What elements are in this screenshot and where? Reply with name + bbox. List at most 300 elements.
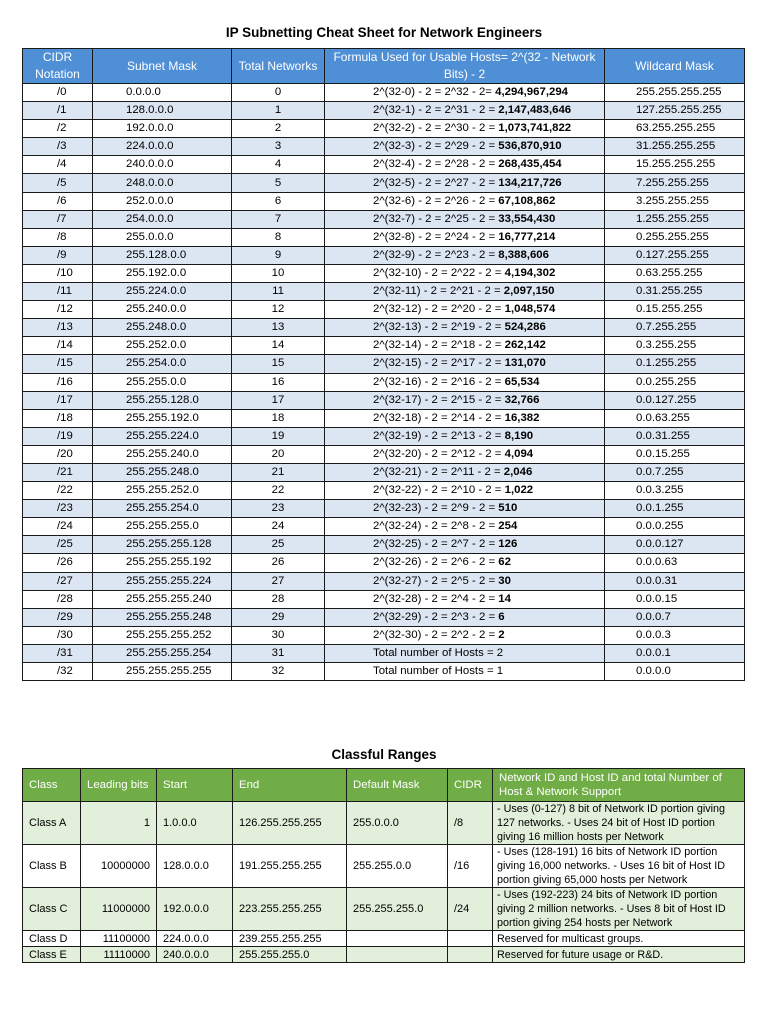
wildcard-mask-cell: 0.0.0.0 (605, 663, 745, 681)
cidr-cell: /9 (23, 246, 93, 264)
total-networks-cell: 27 (232, 572, 325, 590)
usable-hosts-value: 16,777,214 (498, 230, 556, 243)
usable-hosts-value: 16,382 (504, 411, 540, 424)
formula-text: 2^(32-24) - 2 = 2^8 - 2 = (373, 520, 499, 533)
usable-hosts-value: 67,108,862 (498, 194, 556, 207)
header-class: Class (23, 769, 81, 802)
network-host-info-cell: - Uses (192-223) 24 bits of Network ID portion giving 2 million networks. - Uses 8 bit of Host ID portion giving 254 hosts per Network (493, 888, 745, 931)
total-networks-cell: 29 (232, 608, 325, 626)
total-networks-cell: 16 (232, 373, 325, 391)
formula-cell (325, 590, 605, 608)
total-networks-cell: 25 (232, 536, 325, 554)
subnet-mask-cell: 128.0.0.0 (93, 102, 232, 120)
cidr-cell: /24 (23, 518, 93, 536)
subnet-mask-cell: 255.224.0.0 (93, 283, 232, 301)
cidr-cell: /30 (23, 626, 93, 644)
total-networks-cell: 19 (232, 427, 325, 445)
total-networks-cell: 28 (232, 590, 325, 608)
usable-hosts-value: 131,070 (504, 357, 546, 370)
subnet-mask-cell: 240.0.0.0 (93, 156, 232, 174)
default-mask-cell (347, 947, 448, 963)
formula-cell (325, 536, 605, 554)
formula-text: Total number of Hosts = 1 (373, 665, 504, 678)
subnet-row (23, 427, 745, 445)
wildcard-mask-cell: 0.3.255.255 (605, 337, 745, 355)
formula-cell (325, 283, 605, 301)
wildcard-mask-cell: 0.15.255.255 (605, 301, 745, 319)
header-total-networks: Total Networks (232, 49, 325, 84)
wildcard-mask-cell: 0.0.31.255 (605, 427, 745, 445)
formula-text: 2^(32-29) - 2 = 2^3 - 2 = (373, 610, 499, 623)
network-host-info-cell: Reserved for multicast groups. (493, 931, 745, 947)
formula-text: 2^(32-14) - 2 = 2^18 - 2 = (373, 339, 505, 352)
formula-text: 2^(32-0) - 2 = 2^32 - 2= (373, 86, 496, 99)
start-address-cell: 192.0.0.0 (157, 888, 233, 931)
total-networks-cell: 14 (232, 337, 325, 355)
formula-text: 2^(32-7) - 2 = 2^25 - 2 = (373, 212, 499, 225)
formula-cell (325, 138, 605, 156)
subnet-mask-cell: 248.0.0.0 (93, 174, 232, 192)
cidr-cell: /3 (23, 138, 93, 156)
formula-text: 2^(32-26) - 2 = 2^6 - 2 = (373, 556, 499, 569)
subnet-row (23, 319, 745, 337)
total-networks-cell: 3 (232, 138, 325, 156)
classful-row (23, 845, 745, 888)
wildcard-mask-cell: 0.0.0.15 (605, 590, 745, 608)
start-address-cell: 1.0.0.0 (157, 802, 233, 845)
subnet-row (23, 102, 745, 120)
start-address-cell: 224.0.0.0 (157, 931, 233, 947)
formula-cell (325, 445, 605, 463)
formula-text: 2^(32-1) - 2 = 2^31 - 2 = (373, 104, 499, 117)
usable-hosts-value: 1,048,574 (504, 303, 556, 316)
wildcard-mask-cell: 255.255.255.255 (605, 84, 745, 102)
formula-cell (325, 427, 605, 445)
class-cidr-cell (448, 931, 493, 947)
subnet-mask-cell: 255.240.0.0 (93, 301, 232, 319)
wildcard-mask-cell: 0.0.0.7 (605, 608, 745, 626)
default-mask-cell (347, 931, 448, 947)
usable-hosts-value: 30 (498, 574, 511, 587)
formula-cell (325, 210, 605, 228)
usable-hosts-value: 510 (498, 502, 518, 515)
wildcard-mask-cell: 0.0.0.1 (605, 644, 745, 662)
subnet-mask-cell: 224.0.0.0 (93, 138, 232, 156)
wildcard-mask-cell: 0.255.255.255 (605, 228, 745, 246)
subnet-mask-cell: 255.128.0.0 (93, 246, 232, 264)
formula-cell (325, 554, 605, 572)
wildcard-mask-cell: 0.0.15.255 (605, 445, 745, 463)
subnet-row (23, 246, 745, 264)
subnet-row (23, 301, 745, 319)
wildcard-mask-cell: 127.255.255.255 (605, 102, 745, 120)
cidr-cell: /17 (23, 391, 93, 409)
wildcard-mask-cell: 0.7.255.255 (605, 319, 745, 337)
subnet-row (23, 84, 745, 102)
wildcard-mask-cell: 0.127.255.255 (605, 246, 745, 264)
formula-text: 2^(32-17) - 2 = 2^15 - 2 = (373, 393, 505, 406)
class-name-cell: Class B (23, 845, 81, 888)
cidr-cell: /0 (23, 84, 93, 102)
total-networks-cell: 6 (232, 192, 325, 210)
subnet-mask-cell: 192.0.0.0 (93, 120, 232, 138)
total-networks-cell: 1 (232, 102, 325, 120)
subnet-row (23, 391, 745, 409)
formula-cell (325, 572, 605, 590)
subnet-mask-cell: 255.255.252.0 (93, 482, 232, 500)
total-networks-cell: 30 (232, 626, 325, 644)
total-networks-cell: 5 (232, 174, 325, 192)
subnet-row (23, 264, 745, 282)
usable-hosts-value: 2,147,483,646 (498, 104, 572, 117)
cidr-cell: /7 (23, 210, 93, 228)
wildcard-mask-cell: 0.0.0.3 (605, 626, 745, 644)
usable-hosts-value: 254 (498, 520, 518, 533)
cidr-cell: /13 (23, 319, 93, 337)
leading-bits-cell: 1 (81, 802, 157, 845)
cidr-cell: /15 (23, 355, 93, 373)
wildcard-mask-cell: 0.63.255.255 (605, 264, 745, 282)
subnet-row (23, 228, 745, 246)
wildcard-mask-cell: 0.0.63.255 (605, 409, 745, 427)
formula-cell (325, 228, 605, 246)
subnet-mask-cell: 255.252.0.0 (93, 337, 232, 355)
total-networks-cell: 17 (232, 391, 325, 409)
cidr-cell: /25 (23, 536, 93, 554)
formula-text: 2^(32-16) - 2 = 2^16 - 2 = (373, 375, 505, 388)
total-networks-cell: 32 (232, 663, 325, 681)
formula-text: 2^(32-8) - 2 = 2^24 - 2 = (373, 230, 499, 243)
header-default-mask: Default Mask (347, 769, 448, 802)
subnet-mask-cell: 255.255.224.0 (93, 427, 232, 445)
formula-text: 2^(32-6) - 2 = 2^26 - 2 = (373, 194, 499, 207)
total-networks-cell: 21 (232, 463, 325, 481)
formula-cell (325, 644, 605, 662)
formula-cell (325, 156, 605, 174)
total-networks-cell: 24 (232, 518, 325, 536)
formula-text: 2^(32-18) - 2 = 2^14 - 2 = (373, 411, 505, 424)
cidr-cell: /2 (23, 120, 93, 138)
usable-hosts-value: 2 (498, 628, 505, 641)
cidr-cell: /1 (23, 102, 93, 120)
usable-hosts-value: 4,194,302 (504, 266, 556, 279)
start-address-cell: 128.0.0.0 (157, 845, 233, 888)
usable-hosts-value: 14 (498, 592, 511, 605)
formula-cell (325, 518, 605, 536)
subnet-mask-cell: 255.255.255.252 (93, 626, 232, 644)
header-formula: Formula Used for Usable Hosts= 2^(32 - Network Bits) - 2 (325, 49, 605, 84)
formula-text: 2^(32-28) - 2 = 2^4 - 2 = (373, 592, 499, 605)
subnet-row (23, 518, 745, 536)
wildcard-mask-cell: 0.1.255.255 (605, 355, 745, 373)
subnet-row (23, 156, 745, 174)
formula-text: 2^(32-3) - 2 = 2^29 - 2 = (373, 140, 499, 153)
usable-hosts-value: 536,870,910 (498, 140, 562, 153)
end-address-cell: 223.255.255.255 (233, 888, 347, 931)
cidr-cell: /21 (23, 463, 93, 481)
wildcard-mask-cell: 31.255.255.255 (605, 138, 745, 156)
total-networks-cell: 23 (232, 500, 325, 518)
subnet-mask-cell: 255.248.0.0 (93, 319, 232, 337)
usable-hosts-value: 2,046 (503, 466, 533, 479)
cidr-cell: /8 (23, 228, 93, 246)
wildcard-mask-cell: 0.0.0.127 (605, 536, 745, 554)
classful-table-title: Classful Ranges (331, 747, 437, 762)
formula-text: 2^(32-22) - 2 = 2^10 - 2 = (373, 484, 505, 497)
wildcard-mask-cell: 0.0.255.255 (605, 373, 745, 391)
wildcard-mask-cell: 0.0.3.255 (605, 482, 745, 500)
subnet-mask-cell: 255.255.128.0 (93, 391, 232, 409)
formula-text: 2^(32-20) - 2 = 2^12 - 2 = (373, 447, 505, 460)
formula-text: 2^(32-21) - 2 = 2^11 - 2 = (373, 466, 504, 479)
default-mask-cell: 255.255.255.0 (347, 888, 448, 931)
leading-bits-cell: 11000000 (81, 888, 157, 931)
subnet-mask-cell: 255.255.248.0 (93, 463, 232, 481)
subnet-mask-cell: 252.0.0.0 (93, 192, 232, 210)
usable-hosts-value: 1,022 (504, 484, 534, 497)
usable-hosts-value: 32,766 (504, 393, 540, 406)
cidr-cell: /12 (23, 301, 93, 319)
subnet-row (23, 463, 745, 481)
total-networks-cell: 9 (232, 246, 325, 264)
cidr-cell: /14 (23, 337, 93, 355)
wildcard-mask-cell: 0.0.0.31 (605, 572, 745, 590)
formula-cell (325, 246, 605, 264)
leading-bits-cell: 11100000 (81, 931, 157, 947)
usable-hosts-value: 8,190 (504, 429, 534, 442)
usable-hosts-value: 62 (498, 556, 511, 569)
subnet-row (23, 192, 745, 210)
wildcard-mask-cell: 0.0.7.255 (605, 463, 745, 481)
formula-text: 2^(32-23) - 2 = 2^9 - 2 = (373, 502, 499, 515)
total-networks-cell: 7 (232, 210, 325, 228)
subnet-table-body (23, 84, 745, 681)
cidr-cell: /23 (23, 500, 93, 518)
classful-table (22, 768, 745, 963)
class-cidr-cell: /24 (448, 888, 493, 931)
formula-text: 2^(32-13) - 2 = 2^19 - 2 = (373, 321, 505, 334)
total-networks-cell: 18 (232, 409, 325, 427)
total-networks-cell: 10 (232, 264, 325, 282)
cidr-cell: /27 (23, 572, 93, 590)
usable-hosts-value: 262,142 (504, 339, 546, 352)
wildcard-mask-cell: 0.0.0.63 (605, 554, 745, 572)
default-mask-cell: 255.0.0.0 (347, 802, 448, 845)
subnet-mask-cell: 255.255.255.128 (93, 536, 232, 554)
classful-row (23, 947, 745, 963)
subnet-mask-cell: 255.254.0.0 (93, 355, 232, 373)
subnet-row (23, 337, 745, 355)
formula-text: 2^(32-12) - 2 = 2^20 - 2 = (373, 303, 505, 316)
usable-hosts-value: 4,094 (504, 447, 534, 460)
classful-row (23, 931, 745, 947)
classful-table-body (23, 802, 745, 963)
default-mask-cell: 255.255.0.0 (347, 845, 448, 888)
subnet-mask-cell: 255.255.255.192 (93, 554, 232, 572)
subnet-mask-cell: 255.255.255.0 (93, 518, 232, 536)
formula-cell (325, 391, 605, 409)
subnet-row (23, 500, 745, 518)
cidr-cell: /18 (23, 409, 93, 427)
class-cidr-cell: /8 (448, 802, 493, 845)
leading-bits-cell: 10000000 (81, 845, 157, 888)
header-network-host-info: Network ID and Host ID and total Number of Host & Network Support (493, 769, 745, 802)
usable-hosts-value: 8,388,606 (498, 248, 549, 261)
class-cidr-cell: /16 (448, 845, 493, 888)
formula-cell (325, 608, 605, 626)
usable-hosts-value: 4,294,967,294 (495, 86, 568, 99)
subnet-header-row (23, 49, 745, 84)
formula-cell (325, 102, 605, 120)
subnet-row (23, 445, 745, 463)
formula-text: Total number of Hosts = 2 (373, 646, 504, 659)
cidr-cell: /22 (23, 482, 93, 500)
subnet-row (23, 554, 745, 572)
formula-text: 2^(32-5) - 2 = 2^27 - 2 = (373, 176, 499, 189)
usable-hosts-value: 1,073,741,822 (498, 122, 572, 135)
subnet-mask-cell: 255.255.192.0 (93, 409, 232, 427)
total-networks-cell: 20 (232, 445, 325, 463)
formula-text: 2^(32-10) - 2 = 2^22 - 2 = (373, 266, 505, 279)
total-networks-cell: 4 (232, 156, 325, 174)
network-host-info-cell: Reserved for future usage or R&D. (493, 947, 745, 963)
usable-hosts-value: 134,217,726 (498, 176, 562, 189)
subnet-row (23, 283, 745, 301)
formula-cell (325, 84, 605, 102)
total-networks-cell: 12 (232, 301, 325, 319)
end-address-cell: 255.255.255.0 (233, 947, 347, 963)
header-wildcard: Wildcard Mask (605, 49, 745, 84)
subnet-mask-cell: 255.255.254.0 (93, 500, 232, 518)
usable-hosts-value: 6 (498, 610, 505, 623)
wildcard-mask-cell: 7.255.255.255 (605, 174, 745, 192)
subnet-mask-cell: 255.255.255.254 (93, 644, 232, 662)
subnet-mask-cell: 255.255.255.240 (93, 590, 232, 608)
cidr-cell: /28 (23, 590, 93, 608)
wildcard-mask-cell: 3.255.255.255 (605, 192, 745, 210)
total-networks-cell: 0 (232, 84, 325, 102)
end-address-cell: 126.255.255.255 (233, 802, 347, 845)
wildcard-mask-cell: 0.31.255.255 (605, 283, 745, 301)
subnet-row (23, 608, 745, 626)
class-name-cell: Class E (23, 947, 81, 963)
header-end: End (233, 769, 347, 802)
formula-cell (325, 192, 605, 210)
wildcard-mask-cell: 0.0.1.255 (605, 500, 745, 518)
formula-cell (325, 409, 605, 427)
total-networks-cell: 8 (232, 228, 325, 246)
formula-text: 2^(32-15) - 2 = 2^17 - 2 = (373, 357, 505, 370)
class-name-cell: Class C (23, 888, 81, 931)
usable-hosts-value: 524,286 (504, 321, 546, 334)
formula-cell (325, 663, 605, 681)
formula-cell (325, 319, 605, 337)
subnet-table (22, 48, 745, 681)
subnet-row (23, 626, 745, 644)
formula-cell (325, 482, 605, 500)
start-address-cell: 240.0.0.0 (157, 947, 233, 963)
end-address-cell: 239.255.255.255 (233, 931, 347, 947)
formula-cell (325, 500, 605, 518)
formula-cell (325, 337, 605, 355)
network-host-info-cell: - Uses (0-127) 8 bit of Network ID portion giving 127 networks. - Uses 24 bit of Host ID portion giving 16 million hosts per Network (493, 802, 745, 845)
classful-row (23, 888, 745, 931)
total-networks-cell: 22 (232, 482, 325, 500)
cidr-cell: /31 (23, 644, 93, 662)
subnet-row (23, 644, 745, 662)
formula-cell (325, 373, 605, 391)
subnet-mask-cell: 255.255.240.0 (93, 445, 232, 463)
classful-row (23, 802, 745, 845)
formula-cell (325, 264, 605, 282)
total-networks-cell: 13 (232, 319, 325, 337)
subnet-row (23, 120, 745, 138)
wildcard-mask-cell: 63.255.255.255 (605, 120, 745, 138)
total-networks-cell: 11 (232, 283, 325, 301)
cidr-cell: /29 (23, 608, 93, 626)
cidr-cell: /10 (23, 264, 93, 282)
subnet-table-title: IP Subnetting Cheat Sheet for Network Engineers (225, 25, 543, 40)
usable-hosts-value: 268,435,454 (498, 158, 562, 171)
formula-cell (325, 355, 605, 373)
cidr-cell: /16 (23, 373, 93, 391)
formula-text: 2^(32-11) - 2 = 2^21 - 2 = (373, 285, 504, 298)
class-name-cell: Class A (23, 802, 81, 845)
cidr-cell: /20 (23, 445, 93, 463)
subnet-mask-cell: 0.0.0.0 (93, 84, 232, 102)
subnet-mask-cell: 255.255.255.224 (93, 572, 232, 590)
formula-cell (325, 120, 605, 138)
class-name-cell: Class D (23, 931, 81, 947)
header-class-cidr: CIDR (448, 769, 493, 802)
formula-text: 2^(32-9) - 2 = 2^23 - 2 = (373, 248, 499, 261)
formula-cell (325, 626, 605, 644)
cidr-cell: /5 (23, 174, 93, 192)
leading-bits-cell: 11110000 (81, 947, 157, 963)
header-subnet-mask: Subnet Mask (93, 49, 232, 84)
header-start: Start (157, 769, 233, 802)
formula-text: 2^(32-25) - 2 = 2^7 - 2 = (373, 538, 499, 551)
cidr-cell: /19 (23, 427, 93, 445)
wildcard-mask-cell: 0.0.127.255 (605, 391, 745, 409)
subnet-row (23, 355, 745, 373)
cidr-cell: /4 (23, 156, 93, 174)
total-networks-cell: 2 (232, 120, 325, 138)
formula-text: 2^(32-2) - 2 = 2^30 - 2 = (373, 122, 499, 135)
usable-hosts-value: 65,534 (504, 375, 540, 388)
total-networks-cell: 15 (232, 355, 325, 373)
formula-text: 2^(32-27) - 2 = 2^5 - 2 = (373, 574, 499, 587)
wildcard-mask-cell: 0.0.0.255 (605, 518, 745, 536)
subnet-row (23, 572, 745, 590)
formula-text: 2^(32-19) - 2 = 2^13 - 2 = (373, 429, 505, 442)
cidr-cell: /26 (23, 554, 93, 572)
cidr-cell: /11 (23, 283, 93, 301)
cidr-cell: /32 (23, 663, 93, 681)
class-cidr-cell (448, 947, 493, 963)
subnet-mask-cell: 254.0.0.0 (93, 210, 232, 228)
subnet-row (23, 409, 745, 427)
classful-header-row (23, 769, 745, 802)
formula-cell (325, 174, 605, 192)
usable-hosts-value: 33,554,430 (498, 212, 556, 225)
total-networks-cell: 26 (232, 554, 325, 572)
subnet-mask-cell: 255.255.255.248 (93, 608, 232, 626)
subnet-row (23, 174, 745, 192)
formula-text: 2^(32-30) - 2 = 2^2 - 2 = (373, 628, 499, 641)
header-leading-bits: Leading bits (81, 769, 157, 802)
header-cidr: CIDR Notation (23, 49, 93, 84)
